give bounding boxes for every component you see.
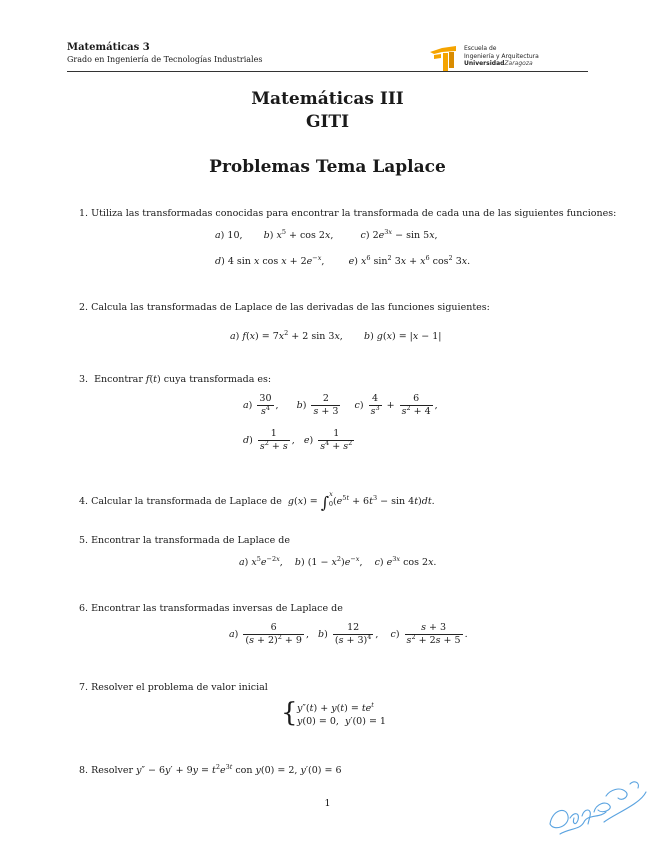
problem-5: 5. Encontrar la transformada de Laplace de <box>79 535 290 546</box>
problem-6: 6. Encontrar las transformadas inversas de Laplace de <box>79 603 343 614</box>
problem-8: 8. Resolver $y'' - 6y' + 9y = t^2e^{3t}$ con y(0) = 2, y′(0) = 6 <box>79 763 342 776</box>
handwritten-signature <box>540 772 652 842</box>
university-logo-icon <box>428 44 462 74</box>
title-problems: Problemas Tema Laplace <box>209 157 446 177</box>
page-number: 1 <box>324 798 331 809</box>
problem-1-eq-d: d) 4 sin x $\cos x + 2e^{-x}$, e) $x^6$ $\sin^2 3x + x^6$ $\cos^2 3x$. <box>215 254 471 267</box>
university-logo <box>428 44 578 74</box>
problem-7-eq-2: y(0) = 0, y′(0) = 1 <box>297 716 386 727</box>
problem-4: 4. Calcular la transformada de Laplace de $g(x) = \int^x_0(e^{5t} + 6t^3 - \sin 4t)dt$. <box>79 490 435 512</box>
system-brace: { <box>281 698 298 728</box>
header-rule <box>67 71 588 72</box>
problem-3-eq-d: d) $\frac{1}{s^2 + s}$ , e) $\frac{1}{s^4 + s^2}$ <box>243 428 353 452</box>
problem-2-eq: a) $f(x) = 7x^2 + 2$ sin 3x, b) g(x) = |x − 1| <box>230 329 442 342</box>
problem-3-eq-a: a) $\frac{30}{s^4}$ , b) $\frac{2}{s + 3}$ c) $\frac{4}{s^3}$ + $\frac{6}{s^2 + 4}$ , <box>243 393 438 417</box>
problem-7: 7. Resolver el problema de valor inicial <box>79 682 268 693</box>
degree-name: Grado en Ingeniería de Tecnologías Industriales <box>67 55 263 64</box>
problem-5-eq: a) $x^5e^{-2x}$, b) $(1 - x^2)e^{-x}$, c) $e^{3x}$ cos 2x. <box>239 555 437 568</box>
title-subject: Matemáticas III <box>251 89 404 109</box>
problem-2: 2. Calcula las transformadas de Laplace de las derivadas de las funciones siguientes: <box>79 302 490 313</box>
problem-3: 3. Encontrar f(t) cuya transformada es: <box>79 374 272 385</box>
title-degree: GITI <box>305 112 350 132</box>
logo-text: Escuela de Ingeniería y Arquitectura UniversidadZaragoza <box>464 45 539 67</box>
problem-1-eq-a: a) 10, b) $x^5 + \cos 2x$, c) $2e^{3x} - \sin 5x$, <box>215 228 438 241</box>
problem-1: 1. Utiliza las transformadas conocidas para encontrar la transformada de cada una de las siguientes funciones: <box>79 208 617 219</box>
problem-6-eq: a) $\frac{6}{(s + 2)^2 + 9}$ , b) $\frac{12}{(s + 3)^4}$ , c) $\frac{s + 3}{s^2 + 2s + 5}$ . <box>229 622 468 646</box>
course-name: Matemáticas 3 <box>67 42 150 53</box>
problem-7-eq-1: $y''(t) + y(t) = te^t$ <box>297 701 374 714</box>
page-header-left <box>67 41 262 66</box>
